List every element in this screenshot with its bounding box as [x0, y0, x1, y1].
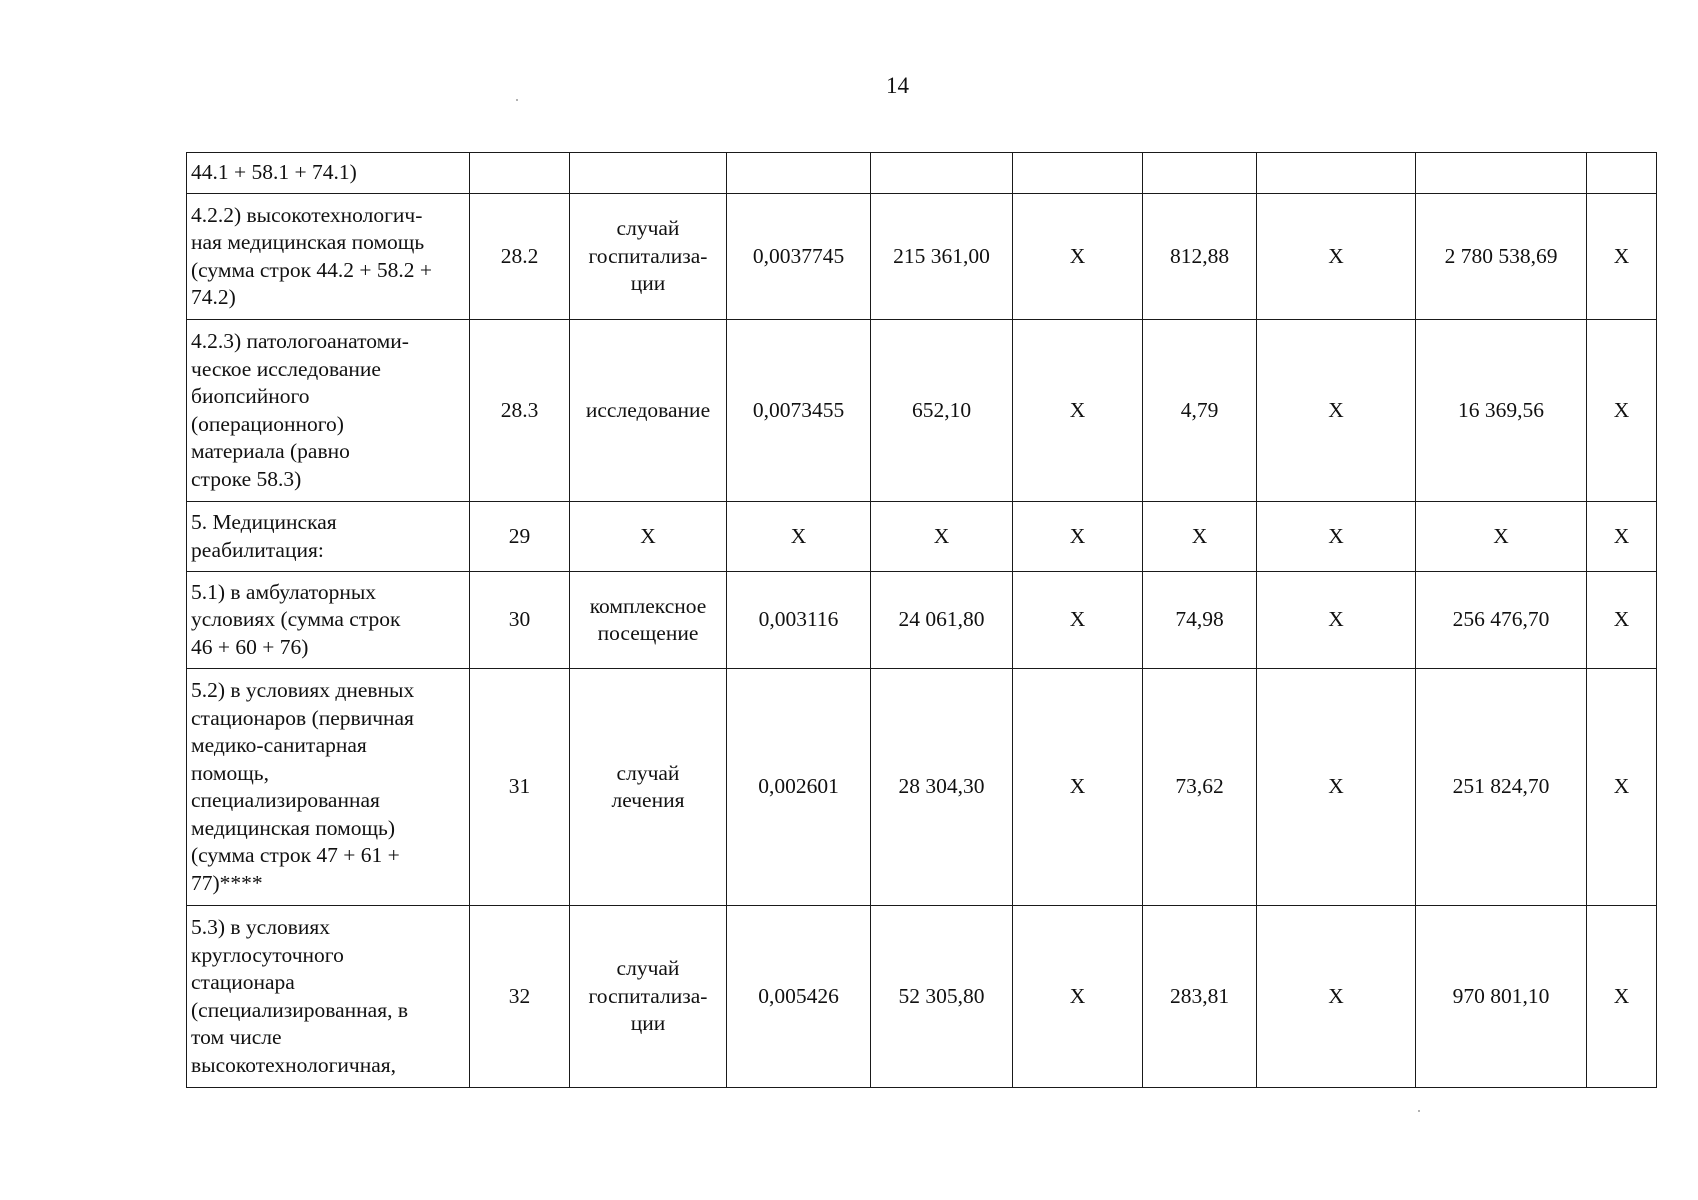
row-cell-9: 16 369,56	[1416, 320, 1587, 502]
table-row	[187, 572, 1657, 669]
row-cell-6: X	[1013, 194, 1143, 320]
row-line-number: 32	[470, 906, 570, 1088]
row-cell-10: X	[1587, 906, 1657, 1088]
row-unit: случай госпитализа- ции	[570, 194, 727, 320]
row-cell-7: 283,81	[1143, 906, 1257, 1088]
scan-speck	[1418, 1110, 1420, 1112]
row-cell-10: X	[1587, 669, 1657, 906]
row-description: 44.1 + 58.1 + 74.1)	[187, 153, 470, 194]
row-description: 4.2.2) высокотехнологич- ная медицинская помощь (сумма строк 44.2 + 58.2 + 74.2)	[187, 194, 470, 320]
row-description: 4.2.3) патологоанатоми- ческое исследование биопсийного (операционного) материала (равно строке 58.3)	[187, 320, 470, 502]
row-cell-9: 970 801,10	[1416, 906, 1587, 1088]
row-cell-9: 251 824,70	[1416, 669, 1587, 906]
row-cell-10	[1587, 153, 1657, 194]
row-cell-9	[1416, 153, 1587, 194]
row-cell-9: 2 780 538,69	[1416, 194, 1587, 320]
table-row	[187, 502, 1657, 572]
table-row	[187, 906, 1657, 1088]
row-cell-6: X	[1013, 906, 1143, 1088]
row-description: 5.3) в условиях круглосуточного стационара (специализированная, в том числе высокотехнологичная,	[187, 906, 470, 1088]
table-row	[187, 669, 1657, 906]
row-line-number: 30	[470, 572, 570, 669]
row-volume: 0,002601	[727, 669, 871, 906]
row-cell-6: X	[1013, 320, 1143, 502]
page-number: 14	[886, 73, 909, 98]
row-cell-8: X	[1257, 572, 1416, 669]
row-cell-8: X	[1257, 320, 1416, 502]
row-cost: 24 061,80	[871, 572, 1013, 669]
row-cell-7: 4,79	[1143, 320, 1257, 502]
row-cell-8: X	[1257, 906, 1416, 1088]
row-cost: 28 304,30	[871, 669, 1013, 906]
row-cell-7: 73,62	[1143, 669, 1257, 906]
row-cell-6	[1013, 153, 1143, 194]
row-cost: 652,10	[871, 320, 1013, 502]
row-cell-10: X	[1587, 572, 1657, 669]
row-volume: 0,0037745	[727, 194, 871, 320]
row-cost: 215 361,00	[871, 194, 1013, 320]
row-description: 5.2) в условиях дневных стационаров (первичная медико-санитарная помощь, специализированная медицинская помощь) (сумма строк 47 + 61 + 77)****	[187, 669, 470, 906]
row-cell-9: X	[1416, 502, 1587, 572]
row-description: 5. Медицинская реабилитация:	[187, 502, 470, 572]
row-cell-9: 256 476,70	[1416, 572, 1587, 669]
row-volume: X	[727, 502, 871, 572]
row-description: 5.1) в амбулаторных условиях (сумма строк 46 + 60 + 76)	[187, 572, 470, 669]
row-line-number: 31	[470, 669, 570, 906]
row-unit: X	[570, 502, 727, 572]
row-volume	[727, 153, 871, 194]
row-line-number: 28.2	[470, 194, 570, 320]
row-unit: комплексное посещение	[570, 572, 727, 669]
row-line-number: 28.3	[470, 320, 570, 502]
row-unit: исследование	[570, 320, 727, 502]
row-cell-10: X	[1587, 320, 1657, 502]
row-cell-10: X	[1587, 502, 1657, 572]
row-cell-6: X	[1013, 572, 1143, 669]
scan-speck	[516, 99, 518, 101]
row-unit: случай лечения	[570, 669, 727, 906]
row-line-number: 29	[470, 502, 570, 572]
row-cell-7: 812,88	[1143, 194, 1257, 320]
row-cell-7: 74,98	[1143, 572, 1257, 669]
row-cost: 52 305,80	[871, 906, 1013, 1088]
row-volume: 0,003116	[727, 572, 871, 669]
row-cell-8: X	[1257, 669, 1416, 906]
row-cell-8: X	[1257, 502, 1416, 572]
row-cell-8: X	[1257, 194, 1416, 320]
row-cell-8	[1257, 153, 1416, 194]
row-line-number	[470, 153, 570, 194]
row-cell-6: X	[1013, 669, 1143, 906]
row-unit: случай госпитализа- ции	[570, 906, 727, 1088]
row-cell-6: X	[1013, 502, 1143, 572]
row-volume: 0,005426	[727, 906, 871, 1088]
row-unit	[570, 153, 727, 194]
table-row	[187, 194, 1657, 320]
table-row	[187, 153, 1657, 194]
row-volume: 0,0073455	[727, 320, 871, 502]
tariff-table	[186, 152, 1657, 1088]
row-cost: X	[871, 502, 1013, 572]
table-row	[187, 320, 1657, 502]
row-cell-7: X	[1143, 502, 1257, 572]
row-cell-10: X	[1587, 194, 1657, 320]
row-cell-7	[1143, 153, 1257, 194]
row-cost	[871, 153, 1013, 194]
